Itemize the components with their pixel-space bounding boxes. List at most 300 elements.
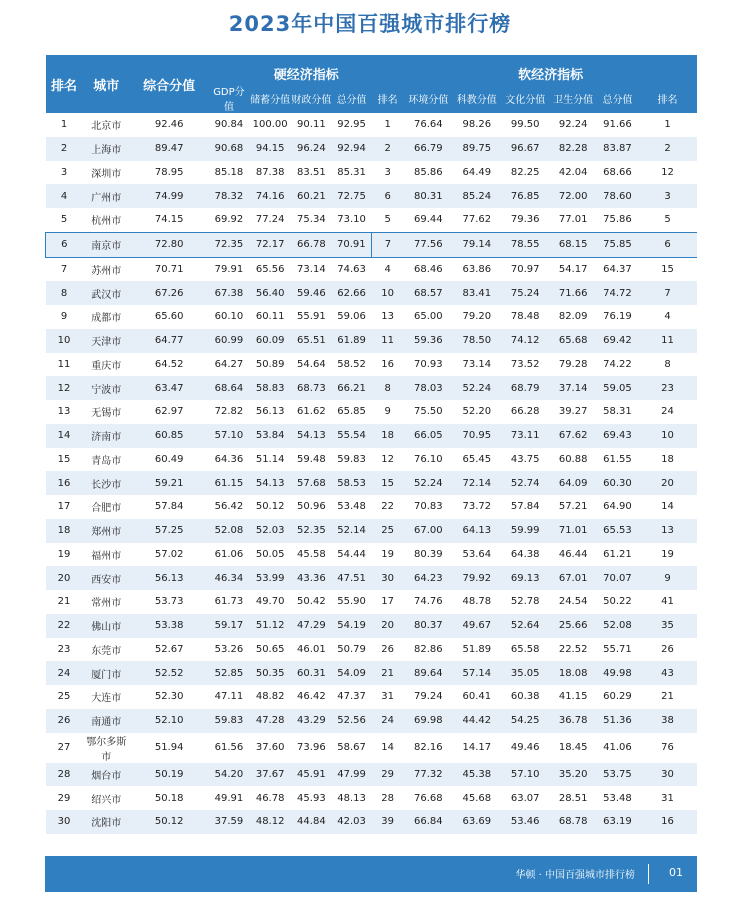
cell-hard-fiscal: 65.51 bbox=[291, 329, 332, 353]
cell-hard-rank: 14 bbox=[371, 733, 404, 763]
cell-soft-environment: 78.03 bbox=[404, 376, 452, 400]
cell-soft-environment: 89.64 bbox=[404, 661, 452, 685]
cell-composite: 52.52 bbox=[130, 661, 208, 685]
cell-hard-fiscal: 43.36 bbox=[291, 566, 332, 590]
cell-hard-total: 73.10 bbox=[332, 208, 371, 232]
table-row bbox=[46, 638, 698, 662]
cell-soft-culture: 59.99 bbox=[501, 519, 549, 543]
cell-soft-environment: 70.93 bbox=[404, 353, 452, 377]
table-row bbox=[46, 590, 698, 614]
table-row bbox=[46, 709, 698, 733]
cell-hard-gdp: 79.91 bbox=[208, 257, 249, 281]
cell-soft-health: 22.52 bbox=[549, 638, 596, 662]
cell-soft-environment: 75.50 bbox=[404, 400, 452, 424]
cell-hard-rank: 25 bbox=[371, 519, 404, 543]
table-row bbox=[46, 495, 698, 519]
cell-rank: 3 bbox=[46, 161, 83, 185]
table-row bbox=[46, 685, 698, 709]
cell-soft-rank: 11 bbox=[638, 329, 697, 353]
cell-hard-gdp: 37.59 bbox=[208, 810, 249, 834]
cell-rank: 15 bbox=[46, 448, 83, 472]
cell-soft-education: 78.50 bbox=[453, 329, 501, 353]
footer-text: 华顿 · 中国百强城市排行榜 bbox=[515, 870, 635, 881]
table-row bbox=[46, 281, 698, 305]
header-soft-group: 软经济指标 bbox=[404, 55, 697, 83]
cell-rank: 7 bbox=[46, 257, 83, 281]
cell-hard-savings: 72.17 bbox=[250, 232, 291, 257]
cell-composite: 59.21 bbox=[130, 471, 208, 495]
cell-soft-health: 39.27 bbox=[549, 400, 596, 424]
cell-hard-savings: 56.40 bbox=[250, 281, 291, 305]
cell-soft-total: 78.60 bbox=[597, 184, 638, 208]
cell-rank: 10 bbox=[46, 329, 83, 353]
header-soft-education: 科教分值 bbox=[453, 83, 501, 113]
cell-soft-health: 92.24 bbox=[549, 113, 596, 137]
cell-soft-health: 57.21 bbox=[549, 495, 596, 519]
cell-hard-total: 48.13 bbox=[332, 786, 371, 810]
cell-hard-gdp: 64.36 bbox=[208, 448, 249, 472]
cell-hard-fiscal: 73.96 bbox=[291, 733, 332, 763]
cell-composite: 52.10 bbox=[130, 709, 208, 733]
cell-hard-total: 65.85 bbox=[332, 400, 371, 424]
cell-soft-rank: 4 bbox=[638, 305, 697, 329]
cell-soft-total: 60.29 bbox=[597, 685, 638, 709]
cell-soft-education: 51.89 bbox=[453, 638, 501, 662]
cell-soft-education: 49.67 bbox=[453, 614, 501, 638]
cell-hard-total: 53.48 bbox=[332, 495, 371, 519]
cell-hard-savings: 53.99 bbox=[250, 566, 291, 590]
table-row bbox=[46, 661, 698, 685]
cell-soft-environment: 59.36 bbox=[404, 329, 452, 353]
cell-soft-environment: 77.32 bbox=[404, 763, 452, 787]
cell-soft-culture: 52.74 bbox=[501, 471, 549, 495]
cell-soft-culture: 96.67 bbox=[501, 137, 549, 161]
cell-rank: 18 bbox=[46, 519, 83, 543]
cell-soft-total: 91.66 bbox=[597, 113, 638, 137]
cell-soft-health: 71.01 bbox=[549, 519, 596, 543]
cell-soft-rank: 8 bbox=[638, 353, 697, 377]
cell-soft-education: 73.14 bbox=[453, 353, 501, 377]
cell-hard-total: 85.31 bbox=[332, 161, 371, 185]
cell-rank: 27 bbox=[46, 733, 83, 763]
cell-hard-fiscal: 45.58 bbox=[291, 543, 332, 567]
cell-soft-rank: 6 bbox=[638, 232, 697, 257]
cell-rank: 9 bbox=[46, 305, 83, 329]
cell-soft-environment: 69.98 bbox=[404, 709, 452, 733]
cell-soft-environment: 52.24 bbox=[404, 471, 452, 495]
footer-bar bbox=[45, 856, 697, 892]
cell-hard-total: 61.89 bbox=[332, 329, 371, 353]
cell-soft-environment: 82.86 bbox=[404, 638, 452, 662]
cell-soft-health: 37.14 bbox=[549, 376, 596, 400]
cell-soft-health: 72.00 bbox=[549, 184, 596, 208]
cell-soft-total: 70.07 bbox=[597, 566, 638, 590]
cell-soft-health: 42.04 bbox=[549, 161, 596, 185]
cell-hard-total: 54.09 bbox=[332, 661, 371, 685]
cell-soft-education: 64.13 bbox=[453, 519, 501, 543]
cell-soft-environment: 66.05 bbox=[404, 424, 452, 448]
cell-soft-total: 74.72 bbox=[597, 281, 638, 305]
cell-composite: 50.19 bbox=[130, 763, 208, 787]
cell-city: 厦门市 bbox=[83, 661, 130, 685]
cell-hard-rank: 29 bbox=[371, 763, 404, 787]
cell-soft-education: 60.41 bbox=[453, 685, 501, 709]
cell-composite: 89.47 bbox=[130, 137, 208, 161]
header-composite: 综合分值 bbox=[130, 55, 208, 113]
page-number: 01 bbox=[669, 866, 683, 879]
cell-hard-rank: 11 bbox=[371, 329, 404, 353]
cell-city: 东莞市 bbox=[83, 638, 130, 662]
cell-hard-total: 59.83 bbox=[332, 448, 371, 472]
cell-city: 常州市 bbox=[83, 590, 130, 614]
cell-hard-rank: 24 bbox=[371, 709, 404, 733]
cell-hard-savings: 52.03 bbox=[250, 519, 291, 543]
table-row bbox=[46, 208, 698, 232]
page-title: 2023年中国百强城市排行榜 bbox=[228, 12, 512, 36]
table-row bbox=[46, 424, 698, 448]
cell-soft-environment: 64.23 bbox=[404, 566, 452, 590]
cell-composite: 53.73 bbox=[130, 590, 208, 614]
cell-soft-rank: 41 bbox=[638, 590, 697, 614]
table-row bbox=[46, 376, 698, 400]
cell-hard-rank: 2 bbox=[371, 137, 404, 161]
cell-soft-health: 28.51 bbox=[549, 786, 596, 810]
table-row bbox=[46, 113, 698, 137]
cell-soft-health: 25.66 bbox=[549, 614, 596, 638]
cell-city: 深圳市 bbox=[83, 161, 130, 185]
cell-soft-education: 52.20 bbox=[453, 400, 501, 424]
cell-city: 佛山市 bbox=[83, 614, 130, 638]
cell-hard-savings: 94.15 bbox=[250, 137, 291, 161]
cell-soft-rank: 31 bbox=[638, 786, 697, 810]
cell-soft-culture: 78.55 bbox=[501, 232, 549, 257]
cell-hard-savings: 54.13 bbox=[250, 471, 291, 495]
cell-hard-gdp: 49.91 bbox=[208, 786, 249, 810]
cell-rank: 21 bbox=[46, 590, 83, 614]
cell-soft-health: 60.88 bbox=[549, 448, 596, 472]
cell-soft-environment: 80.37 bbox=[404, 614, 452, 638]
cell-city: 大连市 bbox=[83, 685, 130, 709]
cell-soft-rank: 2 bbox=[638, 137, 697, 161]
cell-composite: 63.47 bbox=[130, 376, 208, 400]
cell-hard-fiscal: 43.29 bbox=[291, 709, 332, 733]
cell-hard-savings: 50.35 bbox=[250, 661, 291, 685]
cell-rank: 13 bbox=[46, 400, 83, 424]
cell-hard-savings: 50.89 bbox=[250, 353, 291, 377]
cell-hard-rank: 26 bbox=[371, 638, 404, 662]
cell-soft-culture: 53.46 bbox=[501, 810, 549, 834]
cell-rank: 11 bbox=[46, 353, 83, 377]
cell-hard-savings: 51.14 bbox=[250, 448, 291, 472]
cell-soft-education: 79.20 bbox=[453, 305, 501, 329]
cell-hard-gdp: 69.92 bbox=[208, 208, 249, 232]
cell-city: 鄂尔多斯市 bbox=[83, 733, 130, 763]
cell-city: 宁波市 bbox=[83, 376, 130, 400]
cell-hard-gdp: 53.26 bbox=[208, 638, 249, 662]
cell-rank: 20 bbox=[46, 566, 83, 590]
table-row bbox=[46, 471, 698, 495]
cell-soft-environment: 69.44 bbox=[404, 208, 452, 232]
cell-composite: 56.13 bbox=[130, 566, 208, 590]
cell-soft-culture: 35.05 bbox=[501, 661, 549, 685]
cell-soft-culture: 82.25 bbox=[501, 161, 549, 185]
cell-soft-rank: 14 bbox=[638, 495, 697, 519]
cell-soft-total: 68.66 bbox=[597, 161, 638, 185]
cell-soft-total: 51.36 bbox=[597, 709, 638, 733]
cell-hard-savings: 50.05 bbox=[250, 543, 291, 567]
cell-city: 南通市 bbox=[83, 709, 130, 733]
cell-hard-savings: 53.84 bbox=[250, 424, 291, 448]
cell-soft-culture: 57.84 bbox=[501, 495, 549, 519]
cell-rank: 12 bbox=[46, 376, 83, 400]
cell-city: 重庆市 bbox=[83, 353, 130, 377]
header-hard-rank: 排名 bbox=[371, 83, 404, 113]
cell-soft-total: 69.43 bbox=[597, 424, 638, 448]
cell-soft-rank: 7 bbox=[638, 281, 697, 305]
cell-hard-total: 92.94 bbox=[332, 137, 371, 161]
cell-hard-gdp: 54.20 bbox=[208, 763, 249, 787]
cell-soft-culture: 43.75 bbox=[501, 448, 549, 472]
cell-hard-fiscal: 60.21 bbox=[291, 184, 332, 208]
cell-hard-total: 72.75 bbox=[332, 184, 371, 208]
cell-soft-culture: 73.11 bbox=[501, 424, 549, 448]
cell-hard-rank: 4 bbox=[371, 257, 404, 281]
cell-soft-environment: 76.64 bbox=[404, 113, 452, 137]
cell-hard-savings: 49.70 bbox=[250, 590, 291, 614]
cell-hard-total: 58.67 bbox=[332, 733, 371, 763]
cell-soft-culture: 76.85 bbox=[501, 184, 549, 208]
cell-hard-rank: 18 bbox=[371, 424, 404, 448]
header-soft-health: 卫生分值 bbox=[549, 83, 596, 113]
cell-city: 合肥市 bbox=[83, 495, 130, 519]
cell-soft-education: 98.26 bbox=[453, 113, 501, 137]
cell-composite: 74.99 bbox=[130, 184, 208, 208]
cell-hard-total: 55.90 bbox=[332, 590, 371, 614]
cell-composite: 50.12 bbox=[130, 810, 208, 834]
cell-soft-health: 68.15 bbox=[549, 232, 596, 257]
cell-soft-education: 77.62 bbox=[453, 208, 501, 232]
cell-city: 烟台市 bbox=[83, 763, 130, 787]
cell-soft-total: 60.30 bbox=[597, 471, 638, 495]
cell-soft-rank: 12 bbox=[638, 161, 697, 185]
cell-soft-education: 79.14 bbox=[453, 232, 501, 257]
cell-soft-total: 58.31 bbox=[597, 400, 638, 424]
cell-soft-culture: 69.13 bbox=[501, 566, 549, 590]
cell-soft-education: 83.41 bbox=[453, 281, 501, 305]
cell-soft-education: 14.17 bbox=[453, 733, 501, 763]
cell-composite: 78.95 bbox=[130, 161, 208, 185]
cell-hard-total: 59.06 bbox=[332, 305, 371, 329]
cell-city: 杭州市 bbox=[83, 208, 130, 232]
cell-hard-savings: 48.82 bbox=[250, 685, 291, 709]
cell-rank: 6 bbox=[46, 232, 83, 257]
table-row bbox=[46, 448, 698, 472]
table-row bbox=[46, 763, 698, 787]
cell-hard-rank: 1 bbox=[371, 113, 404, 137]
cell-soft-total: 76.19 bbox=[597, 305, 638, 329]
table-row bbox=[46, 329, 698, 353]
table-row bbox=[46, 519, 698, 543]
cell-hard-gdp: 72.82 bbox=[208, 400, 249, 424]
cell-hard-gdp: 78.32 bbox=[208, 184, 249, 208]
header-rank: 排名 bbox=[46, 55, 83, 113]
cell-soft-rank: 1 bbox=[638, 113, 697, 137]
cell-hard-rank: 3 bbox=[371, 161, 404, 185]
cell-rank: 4 bbox=[46, 184, 83, 208]
cell-rank: 26 bbox=[46, 709, 83, 733]
cell-hard-gdp: 90.68 bbox=[208, 137, 249, 161]
cell-soft-total: 61.55 bbox=[597, 448, 638, 472]
cell-soft-rank: 76 bbox=[638, 733, 697, 763]
cell-rank: 22 bbox=[46, 614, 83, 638]
cell-soft-environment: 66.84 bbox=[404, 810, 452, 834]
cell-soft-rank: 15 bbox=[638, 257, 697, 281]
cell-rank: 23 bbox=[46, 638, 83, 662]
cell-hard-fiscal: 54.13 bbox=[291, 424, 332, 448]
cell-hard-gdp: 60.99 bbox=[208, 329, 249, 353]
cell-soft-total: 63.19 bbox=[597, 810, 638, 834]
cell-soft-total: 64.37 bbox=[597, 257, 638, 281]
cell-soft-education: 70.95 bbox=[453, 424, 501, 448]
cell-soft-total: 65.53 bbox=[597, 519, 638, 543]
cell-hard-total: 58.53 bbox=[332, 471, 371, 495]
cell-composite: 52.30 bbox=[130, 685, 208, 709]
cell-hard-fiscal: 54.64 bbox=[291, 353, 332, 377]
cell-soft-health: 18.08 bbox=[549, 661, 596, 685]
cell-city: 福州市 bbox=[83, 543, 130, 567]
cell-soft-health: 79.28 bbox=[549, 353, 596, 377]
cell-city: 郑州市 bbox=[83, 519, 130, 543]
cell-composite: 70.71 bbox=[130, 257, 208, 281]
cell-soft-total: 75.86 bbox=[597, 208, 638, 232]
cell-rank: 2 bbox=[46, 137, 83, 161]
cell-hard-rank: 8 bbox=[371, 376, 404, 400]
table-body bbox=[46, 113, 698, 834]
cell-soft-health: 67.01 bbox=[549, 566, 596, 590]
cell-soft-education: 53.64 bbox=[453, 543, 501, 567]
cell-soft-total: 55.71 bbox=[597, 638, 638, 662]
cell-soft-rank: 13 bbox=[638, 519, 697, 543]
cell-composite: 74.15 bbox=[130, 208, 208, 232]
cell-soft-education: 73.72 bbox=[453, 495, 501, 519]
cell-hard-savings: 77.24 bbox=[250, 208, 291, 232]
cell-soft-rank: 26 bbox=[638, 638, 697, 662]
cell-soft-health: 64.09 bbox=[549, 471, 596, 495]
cell-soft-environment: 76.10 bbox=[404, 448, 452, 472]
cell-hard-gdp: 68.64 bbox=[208, 376, 249, 400]
header-hard-fiscal: 财政分值 bbox=[291, 83, 332, 113]
table-row bbox=[46, 810, 698, 834]
cell-soft-rank: 43 bbox=[638, 661, 697, 685]
cell-city: 长沙市 bbox=[83, 471, 130, 495]
cell-composite: 92.46 bbox=[130, 113, 208, 137]
cell-soft-environment: 76.68 bbox=[404, 786, 452, 810]
cell-hard-fiscal: 75.34 bbox=[291, 208, 332, 232]
cell-hard-savings: 48.12 bbox=[250, 810, 291, 834]
cell-soft-education: 63.69 bbox=[453, 810, 501, 834]
cell-composite: 57.02 bbox=[130, 543, 208, 567]
cell-soft-culture: 74.12 bbox=[501, 329, 549, 353]
cell-soft-environment: 77.56 bbox=[404, 232, 452, 257]
cell-hard-rank: 6 bbox=[371, 184, 404, 208]
cell-soft-health: 46.44 bbox=[549, 543, 596, 567]
cell-hard-savings: 87.38 bbox=[250, 161, 291, 185]
cell-hard-fiscal: 47.29 bbox=[291, 614, 332, 638]
cell-hard-savings: 37.60 bbox=[250, 733, 291, 763]
cell-hard-total: 66.21 bbox=[332, 376, 371, 400]
cell-hard-savings: 60.11 bbox=[250, 305, 291, 329]
cell-rank: 5 bbox=[46, 208, 83, 232]
cell-soft-environment: 80.31 bbox=[404, 184, 452, 208]
cell-soft-environment: 68.46 bbox=[404, 257, 452, 281]
cell-soft-total: 69.42 bbox=[597, 329, 638, 353]
cell-hard-gdp: 56.42 bbox=[208, 495, 249, 519]
cell-soft-culture: 54.25 bbox=[501, 709, 549, 733]
cell-soft-rank: 38 bbox=[638, 709, 697, 733]
cell-soft-environment: 65.00 bbox=[404, 305, 452, 329]
footer-divider bbox=[648, 864, 649, 884]
cell-hard-total: 50.79 bbox=[332, 638, 371, 662]
cell-hard-gdp: 61.15 bbox=[208, 471, 249, 495]
cell-soft-culture: 99.50 bbox=[501, 113, 549, 137]
cell-hard-fiscal: 52.35 bbox=[291, 519, 332, 543]
cell-hard-rank: 31 bbox=[371, 685, 404, 709]
table-row bbox=[46, 232, 698, 257]
cell-composite: 72.80 bbox=[130, 232, 208, 257]
cell-city: 南京市 bbox=[83, 232, 130, 257]
cell-city: 广州市 bbox=[83, 184, 130, 208]
cell-rank: 14 bbox=[46, 424, 83, 448]
cell-hard-fiscal: 59.48 bbox=[291, 448, 332, 472]
cell-hard-total: 47.99 bbox=[332, 763, 371, 787]
table-row bbox=[46, 353, 698, 377]
cell-hard-gdp: 85.18 bbox=[208, 161, 249, 185]
cell-soft-rank: 21 bbox=[638, 685, 697, 709]
cell-soft-education: 48.78 bbox=[453, 590, 501, 614]
cell-hard-savings: 50.65 bbox=[250, 638, 291, 662]
cell-city: 西安市 bbox=[83, 566, 130, 590]
cell-soft-culture: 68.79 bbox=[501, 376, 549, 400]
table-row bbox=[46, 786, 698, 810]
cell-soft-education: 64.49 bbox=[453, 161, 501, 185]
table-row bbox=[46, 733, 698, 763]
cell-rank: 24 bbox=[46, 661, 83, 685]
cell-city: 上海市 bbox=[83, 137, 130, 161]
cell-soft-culture: 65.58 bbox=[501, 638, 549, 662]
cell-hard-total: 54.44 bbox=[332, 543, 371, 567]
cell-hard-rank: 10 bbox=[371, 281, 404, 305]
cell-soft-health: 67.62 bbox=[549, 424, 596, 448]
cell-soft-health: 36.78 bbox=[549, 709, 596, 733]
cell-hard-gdp: 52.85 bbox=[208, 661, 249, 685]
cell-hard-rank: 5 bbox=[371, 208, 404, 232]
cell-hard-gdp: 61.56 bbox=[208, 733, 249, 763]
cell-hard-total: 52.14 bbox=[332, 519, 371, 543]
cell-composite: 52.67 bbox=[130, 638, 208, 662]
cell-soft-education: 79.92 bbox=[453, 566, 501, 590]
cell-city: 成都市 bbox=[83, 305, 130, 329]
cell-hard-fiscal: 46.01 bbox=[291, 638, 332, 662]
cell-hard-gdp: 90.84 bbox=[208, 113, 249, 137]
cell-hard-savings: 60.09 bbox=[250, 329, 291, 353]
table-row bbox=[46, 614, 698, 638]
cell-city: 沈阳市 bbox=[83, 810, 130, 834]
table-row bbox=[46, 257, 698, 281]
cell-soft-total: 53.75 bbox=[597, 763, 638, 787]
header-soft-environment: 环境分值 bbox=[404, 83, 452, 113]
cell-hard-savings: 51.12 bbox=[250, 614, 291, 638]
cell-soft-environment: 68.57 bbox=[404, 281, 452, 305]
